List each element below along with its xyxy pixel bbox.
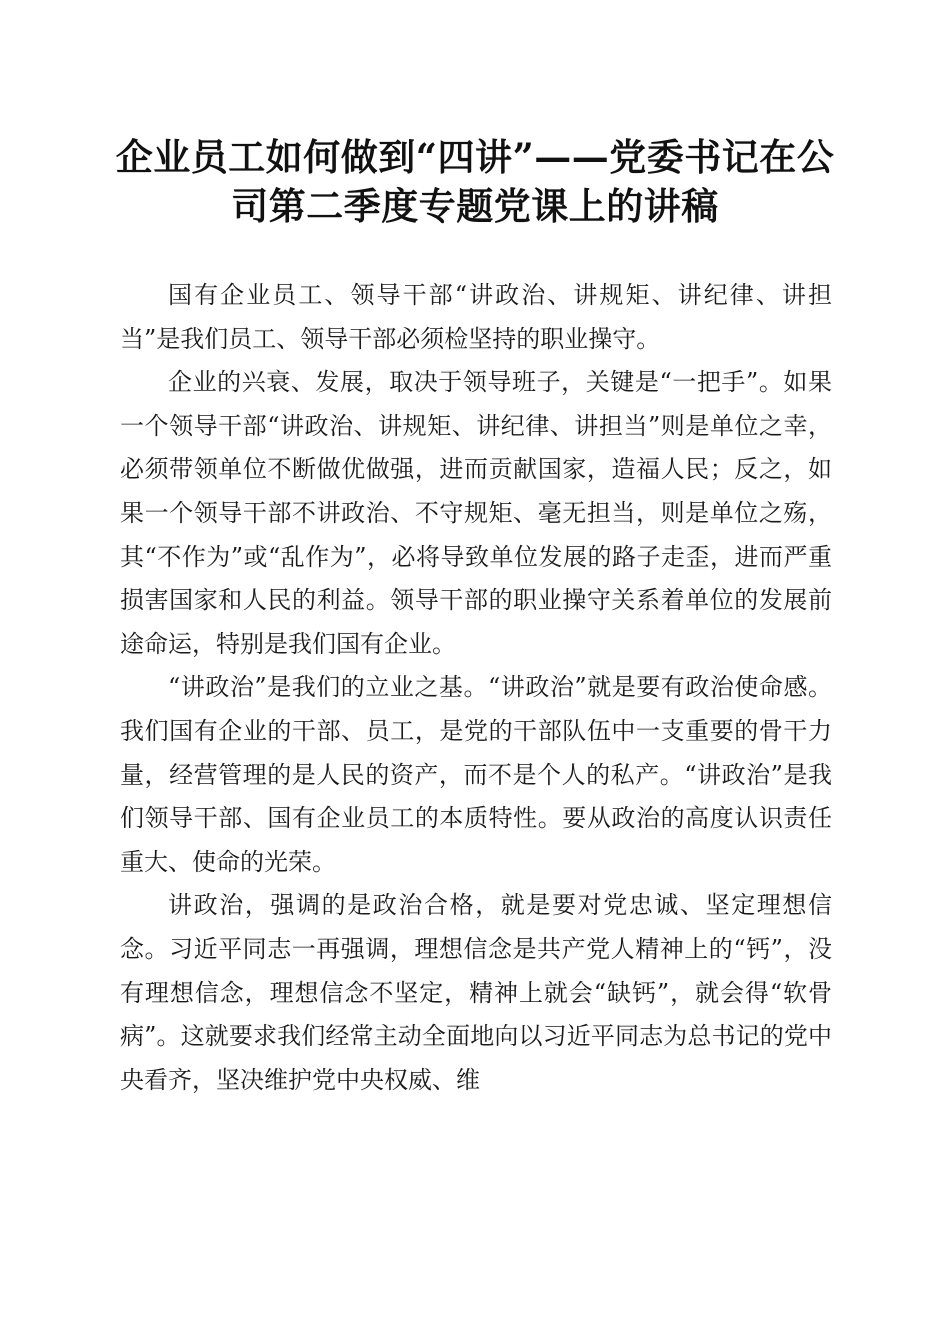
- document-title: 企业员工如何做到“四讲”——党委书记在公司第二季度专题党课上的讲稿: [115, 135, 835, 228]
- paragraph: 讲政治，强调的是政治合格，就是要对党忠诚、坚定理想信念。习近平同志一再强调，理想信念是共产党人精神上的“钙”，没有理想信念，理想信念不坚定，精神上就会“缺钙”，就会得“软骨病”。这就要求我们经常主动全面地向以习近平同志为总书记的党中央看齐，坚决维护党中央权威、维: [120, 891, 832, 1094]
- paragraph: 企业的兴衰、发展，取决于领导班子，关键是“一把手”。如果一个领导干部“讲政治、讲规矩、讲纪律、讲担当”则是单位之幸，必须带领单位不断做优做强，进而贡献国家，造福人民；反之，如果一个领导干部不讲政治、不守规矩、毫无担当，则是单位之殇，其“不作为”或“乱作为”，必将导致单位发展的路子走歪，进而严重损害国家和人民的利益。领导干部的职业操守关系着单位的发展前途命运，特别是我们国有企业。: [120, 368, 832, 658]
- paragraph: “讲政治”是我们的立业之基。“讲政治”就是要有政治使命感。我们国有企业的干部、员工，是党的干部队伍中一支重要的骨干力量，经营管理的是人民的资产，而不是个人的私产。“讲政治”是我们领导干部、国有企业员工的本质特性。要从政治的高度认识责任重大、使命的光荣。: [120, 673, 832, 876]
- document-body: [120, 274, 832, 1102]
- paragraph: 国有企业员工、领导干部“讲政治、讲规矩、讲纪律、讲担当”是我们员工、领导干部必须检坚持的职业操守。: [120, 281, 832, 353]
